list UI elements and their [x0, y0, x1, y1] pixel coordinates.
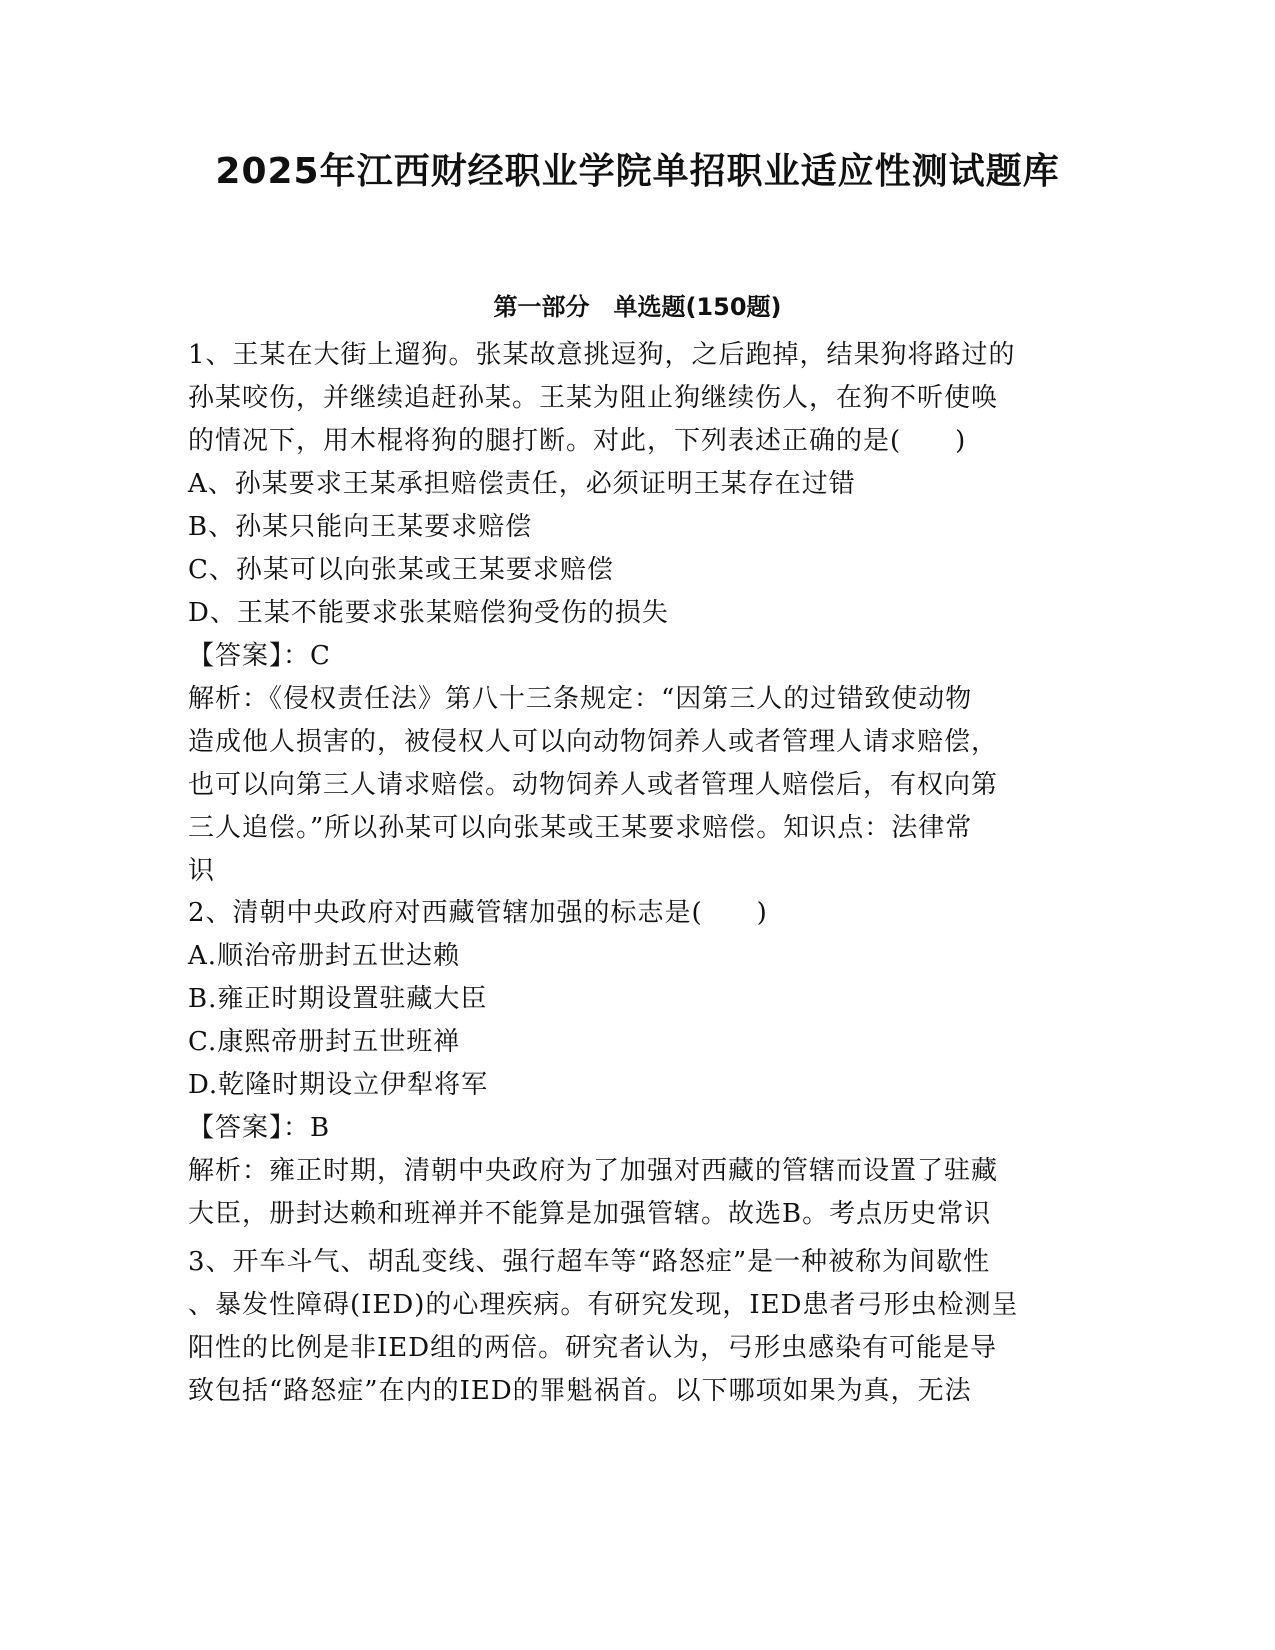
question-stem-line: 阳性的比例是非IED组的两倍。研究者认为，弓形虫感染有可能是导	[188, 1333, 998, 1363]
question-stem-line: 孙某咬伤，并继续追赶孙某。王某为阻止狗继续伤人，在狗不听使唤	[188, 383, 999, 413]
question-stem-line: 的情况下，用木棍将狗的腿打断。对此，下列表述正确的是( )	[188, 426, 967, 456]
question-stem-line: 3、开车斗气、胡乱变线、强行超车等“路怒症”是一种被称为间歇性	[188, 1247, 991, 1277]
question-stem-line: 致包括“路怒症”在内的IED的罪魁祸首。以下哪项如果为真，无法	[188, 1376, 972, 1406]
option-a: A.顺治帝册封五世达赖	[188, 941, 461, 971]
option-d: D.乾隆时期设立伊犁将军	[188, 1070, 489, 1100]
option-a: A、孙某要求王某承担赔偿责任，必须证明王某存在过错	[188, 469, 856, 499]
section-heading: 第一部分 单选题(150题)	[493, 293, 782, 321]
question-stem-line: 1、王某在大街上遛狗。张某故意挑逗狗，之后跑掉，结果狗将路过的	[188, 340, 1016, 370]
analysis-line: 三人追偿。”所以孙某可以向张某或王某要求赔偿。知识点：法律常	[188, 813, 973, 843]
option-d: D、王某不能要求张某赔偿狗受伤的损失	[188, 598, 669, 628]
option-c: C、孙某可以向张某或王某要求赔偿	[188, 555, 614, 585]
analysis-line: 识	[188, 856, 216, 886]
analysis-line: 解析：雍正时期，清朝中央政府为了加强对西藏的管辖而设置了驻藏	[188, 1156, 999, 1186]
question-stem-line: 、暴发性障碍(IED)的心理疾病。有研究发现，IED患者弓形虫检测呈	[188, 1290, 1019, 1320]
analysis-line: 造成他人损害的，被侵权人可以向动物饲养人或者管理人请求赔偿，	[188, 727, 999, 757]
analysis-line: 解析：《侵权责任法》第八十三条规定：“因第三人的过错致使动物	[188, 684, 973, 714]
analysis-line: 也可以向第三人请求赔偿。动物饲养人或者管理人赔偿后，有权向第	[188, 770, 999, 800]
option-b: B、孙某只能向王某要求赔偿	[188, 512, 533, 542]
answer: 【答案】：B	[188, 1113, 331, 1143]
analysis-line: 大臣，册封达赖和班禅并不能算是加强管辖。故选B。考点历史常识	[188, 1199, 992, 1229]
question-1	[188, 334, 1088, 893]
option-b: B.雍正时期设置驻藏大臣	[188, 984, 488, 1014]
document-title: 2025年江西财经职业学院单招职业适应性测试题库	[215, 151, 1060, 192]
question-3	[188, 1241, 1088, 1413]
answer: 【答案】：C	[188, 641, 331, 671]
question-2	[188, 892, 1088, 1236]
question-stem-line: 2、清朝中央政府对西藏管辖加强的标志是( )	[188, 898, 768, 928]
option-c: C.康熙帝册封五世班禅	[188, 1027, 461, 1057]
